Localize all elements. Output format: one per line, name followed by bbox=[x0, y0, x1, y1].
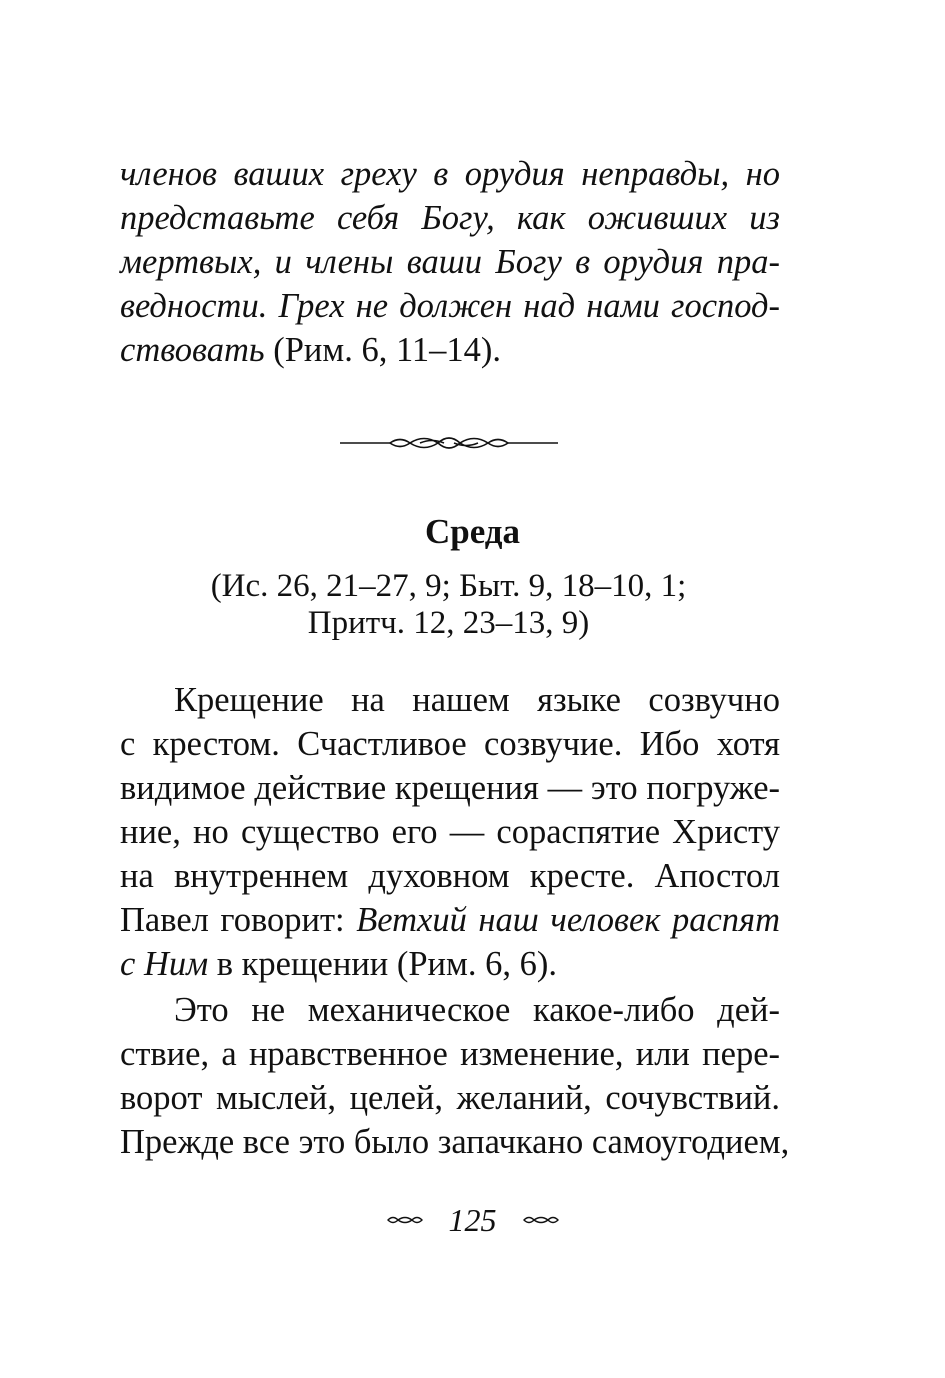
passage-line-3: мертвых, и члены ваши Богу в орудия пра- bbox=[120, 243, 780, 281]
small-scroll-ornament-icon bbox=[523, 1214, 559, 1226]
para1-line-7 bbox=[120, 942, 780, 986]
section-refs-line-1: (Ис. 26, 21–27, 9; Быт. 9, 18–10, 1; bbox=[210, 568, 687, 604]
para1-line-7-italic: с Ним bbox=[120, 945, 209, 983]
passage-line-2: представьте себя Богу, как оживших из bbox=[120, 199, 780, 237]
small-scroll-ornament-icon bbox=[387, 1214, 423, 1226]
section-refs-line-2: Притч. 12, 23–13, 9) bbox=[307, 605, 590, 641]
page-number: 125 bbox=[448, 1202, 497, 1238]
passage-line-1: членов ваших греху в орудия неправды, но bbox=[120, 155, 780, 193]
scripture-reference: (Рим. 6, 11–14). bbox=[264, 331, 502, 369]
passage-line-4: ведности. Грех не должен над нами господ- bbox=[120, 287, 780, 325]
para1-line-6-plain: Павел говорит: bbox=[120, 901, 357, 939]
para1-line-6 bbox=[120, 898, 780, 942]
section-title: Среда bbox=[424, 512, 521, 551]
para1-line-5: на внутреннем духовном кресте. Апостол bbox=[120, 857, 780, 895]
para2-line-2: ствие, а нравственное изменение, или пере- bbox=[120, 1035, 780, 1073]
passage-line-5 bbox=[120, 328, 780, 372]
vine-ornament-icon bbox=[340, 432, 558, 454]
para1-line-2: с крестом. Счастливое созвучие. Ибо хотя bbox=[120, 725, 780, 763]
passage-line-5-italic: ствовать bbox=[120, 331, 265, 369]
para1-line-6-italic: Ветхий наш человек распят bbox=[356, 901, 780, 939]
para1-line-1: Крещение на нашем языке созвучно bbox=[174, 681, 780, 719]
page-footer bbox=[0, 1198, 945, 1242]
para2-line-3: ворот мыслей, целей, желаний, сочувствий. bbox=[120, 1079, 780, 1117]
para2-line-4: Прежде все это было запачкано самоугодием, bbox=[120, 1123, 790, 1161]
para1-line-7-plain: в крещении (Рим. 6, 6). bbox=[208, 945, 557, 983]
para1-line-3: видимое действие крещения — это погруже- bbox=[120, 769, 780, 807]
para2-line-1: Это не механическое какое-либо дей- bbox=[174, 991, 780, 1029]
para1-line-4: ние, но существо его — сораспятие Христу bbox=[120, 813, 780, 851]
